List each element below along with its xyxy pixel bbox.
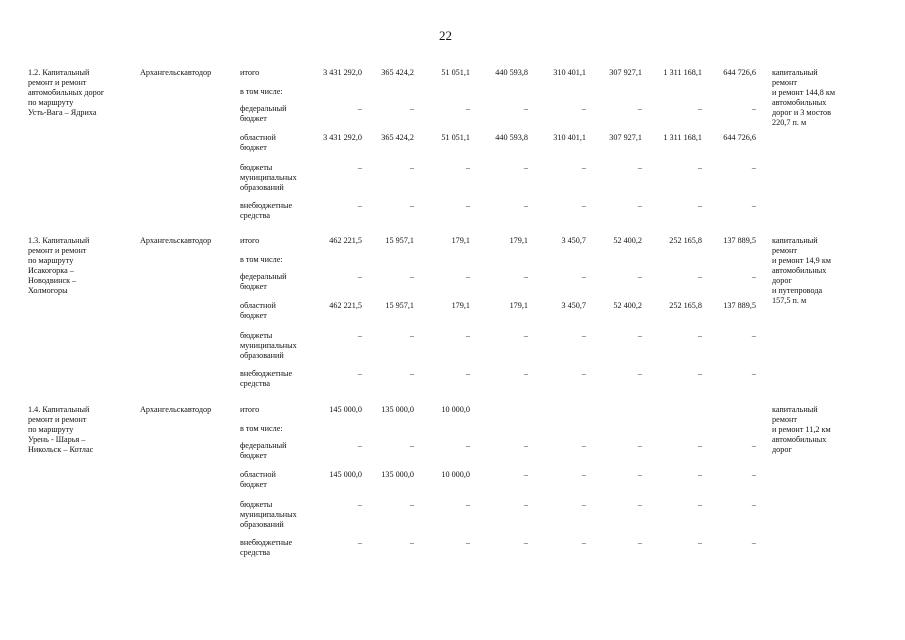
funding-source-label: внебюджетные средства [240, 369, 293, 388]
funding-source-label: федеральный бюджет [240, 441, 287, 460]
amount-cell: – [581, 369, 586, 378]
funding-source-label: в том числе: [240, 255, 283, 264]
funding-source-label: бюджеты муниципальных образований [240, 163, 297, 192]
amount-cell: – [465, 441, 470, 450]
amount-cell: 52 400,2 [613, 236, 642, 245]
amount-cell: – [409, 441, 414, 450]
amount-cell: – [697, 538, 702, 547]
amount-cell: – [409, 538, 414, 547]
amount-cell: – [581, 331, 586, 340]
amount-cell: – [697, 470, 702, 479]
amount-cell: – [637, 500, 642, 509]
amount-cell: – [637, 201, 642, 210]
amount-cell: 3 431 292,0 [323, 133, 362, 142]
amount-cell: – [637, 538, 642, 547]
amount-cell: 3 450,7 [561, 236, 586, 245]
amount-cell: 145 000,0 [329, 470, 362, 479]
amount-cell: – [637, 441, 642, 450]
amount-cell: – [581, 272, 586, 281]
amount-cell: 10 000,0 [441, 470, 470, 479]
amount-cell: – [637, 272, 642, 281]
executor: Архангельскавтодор [140, 405, 212, 414]
amount-cell: – [409, 369, 414, 378]
funding-source-label: итого [240, 68, 260, 77]
amount-cell: – [697, 104, 702, 113]
amount-cell: 462 221,5 [329, 236, 362, 245]
amount-cell: – [697, 369, 702, 378]
amount-cell: – [697, 500, 702, 509]
amount-cell: – [751, 538, 756, 547]
amount-cell: 137 889,5 [723, 236, 756, 245]
amount-cell: 365 424,2 [381, 133, 414, 142]
amount-cell: – [409, 201, 414, 210]
amount-cell: 15 957,1 [385, 301, 414, 310]
amount-cell: – [357, 331, 362, 340]
amount-cell: 3 431 292,0 [323, 68, 362, 77]
amount-cell: – [581, 104, 586, 113]
amount-cell: – [581, 441, 586, 450]
amount-cell: – [409, 500, 414, 509]
amount-cell: – [697, 441, 702, 450]
amount-cell: – [357, 441, 362, 450]
amount-cell: 179,1 [451, 236, 470, 245]
amount-cell: 135 000,0 [381, 470, 414, 479]
amount-cell: – [637, 163, 642, 172]
amount-cell: – [751, 470, 756, 479]
funding-source-label: внебюджетные средства [240, 201, 293, 220]
amount-cell: 365 424,2 [381, 68, 414, 77]
result-note: капитальный ремонт и ремонт 11,2 км автомобильных дорог [772, 405, 831, 454]
funding-source-label: бюджеты муниципальных образований [240, 500, 297, 529]
amount-cell: – [523, 369, 528, 378]
executor: Архангельскавтодор [140, 236, 212, 245]
amount-cell: – [751, 104, 756, 113]
amount-cell: 310 401,1 [553, 133, 586, 142]
funding-source-label: федеральный бюджет [240, 104, 287, 123]
program-block [0, 68, 905, 228]
amount-cell: – [637, 104, 642, 113]
amount-cell: 145 000,0 [329, 405, 362, 414]
amount-cell: 252 165,8 [669, 236, 702, 245]
amount-cell: – [465, 500, 470, 509]
amount-cell: – [357, 538, 362, 547]
amount-cell: – [751, 500, 756, 509]
amount-cell: 52 400,2 [613, 301, 642, 310]
amount-cell: – [409, 272, 414, 281]
amount-cell: – [357, 163, 362, 172]
amount-cell: 137 889,5 [723, 301, 756, 310]
funding-source-label: в том числе: [240, 87, 283, 96]
funding-source-label: в том числе: [240, 424, 283, 433]
amount-cell: – [751, 272, 756, 281]
amount-cell: – [357, 201, 362, 210]
amount-cell: – [465, 331, 470, 340]
amount-cell: – [697, 201, 702, 210]
amount-cell: – [751, 441, 756, 450]
amount-cell: – [409, 104, 414, 113]
amount-cell: – [523, 272, 528, 281]
result-note: капитальный ремонт и ремонт 144,8 км автомобильных дорог и 3 мостов 220,7 п. м [772, 68, 836, 127]
amount-cell: 307 927,1 [609, 68, 642, 77]
amount-cell: 179,1 [509, 301, 528, 310]
amount-cell: 252 165,8 [669, 301, 702, 310]
amount-cell: – [581, 163, 586, 172]
amount-cell: 462 221,5 [329, 301, 362, 310]
amount-cell: – [465, 538, 470, 547]
amount-cell: – [465, 163, 470, 172]
executor: Архангельскавтодор [140, 68, 212, 77]
funding-source-label: областной бюджет [240, 470, 276, 489]
funding-source-label: бюджеты муниципальных образований [240, 331, 297, 360]
amount-cell: – [523, 331, 528, 340]
amount-cell: 440 593,8 [495, 68, 528, 77]
amount-cell: 179,1 [509, 236, 528, 245]
amount-cell: – [697, 272, 702, 281]
funding-source-label: областной бюджет [240, 133, 276, 152]
funding-source-label: внебюджетные средства [240, 538, 293, 557]
amount-cell: – [357, 104, 362, 113]
amount-cell: 1 311 168,1 [663, 68, 702, 77]
amount-cell: – [465, 201, 470, 210]
activity-name: 1.3. Капитальный ремонт и ремонт по маршруту Исакогорка – Новодвинск – Холмогоры [28, 236, 90, 295]
result-note: капитальный ремонт и ремонт 14,9 км автомобильных дорог и путепровода 157,5 п. м [772, 236, 831, 305]
amount-cell: – [697, 163, 702, 172]
amount-cell: – [581, 538, 586, 547]
amount-cell: – [523, 441, 528, 450]
amount-cell: – [465, 369, 470, 378]
amount-cell: – [465, 272, 470, 281]
program-block [0, 236, 905, 396]
funding-source-label: итого [240, 236, 260, 245]
funding-source-label: федеральный бюджет [240, 272, 287, 291]
amount-cell: – [523, 470, 528, 479]
amount-cell: – [465, 104, 470, 113]
amount-cell: – [581, 201, 586, 210]
program-block [0, 405, 905, 565]
amount-cell: – [697, 331, 702, 340]
amount-cell: – [581, 500, 586, 509]
funding-source-label: областной бюджет [240, 301, 276, 320]
amount-cell: – [751, 201, 756, 210]
amount-cell: 135 000,0 [381, 405, 414, 414]
amount-cell: 644 726,6 [723, 68, 756, 77]
amount-cell: 51 051,1 [441, 133, 470, 142]
amount-cell: 51 051,1 [441, 68, 470, 77]
amount-cell: – [523, 163, 528, 172]
amount-cell: 15 957,1 [385, 236, 414, 245]
amount-cell: 307 927,1 [609, 133, 642, 142]
amount-cell: 440 593,8 [495, 133, 528, 142]
amount-cell: 10 000,0 [441, 405, 470, 414]
amount-cell: – [751, 369, 756, 378]
amount-cell: – [523, 500, 528, 509]
amount-cell: 3 450,7 [561, 301, 586, 310]
amount-cell: 1 311 168,1 [663, 133, 702, 142]
amount-cell: – [409, 163, 414, 172]
amount-cell: – [357, 272, 362, 281]
amount-cell: – [751, 163, 756, 172]
amount-cell: – [523, 538, 528, 547]
amount-cell: – [637, 331, 642, 340]
activity-name: 1.2. Капитальный ремонт и ремонт автомобильных дорог по маршруту Усть-Вага – Ядриха [28, 68, 105, 117]
amount-cell: 644 726,6 [723, 133, 756, 142]
activity-name: 1.4. Капитальный ремонт и ремонт по маршруту Урень - Шарья – Никольск – Котлас [28, 405, 94, 454]
amount-cell: – [751, 331, 756, 340]
amount-cell: 310 401,1 [553, 68, 586, 77]
amount-cell: 179,1 [451, 301, 470, 310]
amount-cell: – [523, 104, 528, 113]
amount-cell: – [581, 470, 586, 479]
page-number: 22 [439, 28, 452, 43]
amount-cell: – [637, 470, 642, 479]
amount-cell: – [637, 369, 642, 378]
amount-cell: – [523, 201, 528, 210]
amount-cell: – [357, 500, 362, 509]
amount-cell: – [409, 331, 414, 340]
funding-source-label: итого [240, 405, 260, 414]
amount-cell: – [357, 369, 362, 378]
